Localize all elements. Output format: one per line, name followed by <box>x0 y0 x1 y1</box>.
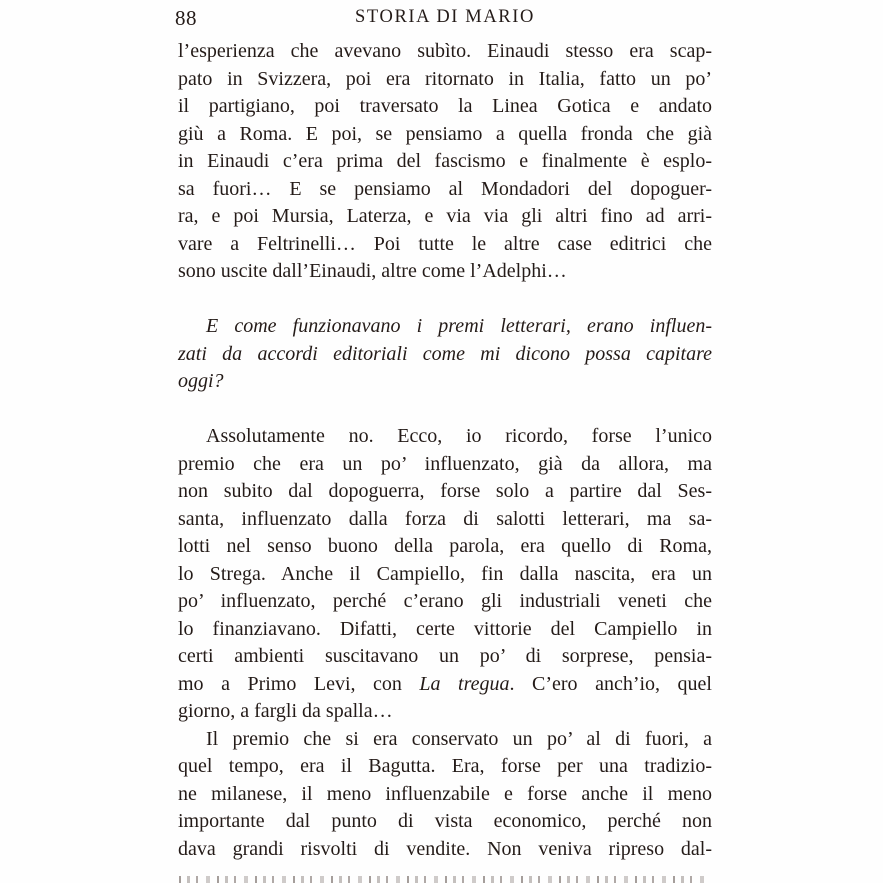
text-line <box>178 836 712 864</box>
text-line <box>178 478 712 506</box>
text-line <box>178 588 712 616</box>
text-segment: pato in Svizzera, poi era ritornato in Italia, fatto un po’ <box>178 67 712 90</box>
text-segment: E come funzionavano i premi letterari, erano influen- <box>206 315 712 337</box>
text-segment: lo Strega. Anche il Campiello, fin dalla nascita, era un <box>178 562 712 585</box>
text-line <box>178 506 712 534</box>
paragraph <box>178 726 712 864</box>
page-text <box>178 38 712 863</box>
paragraph <box>178 423 712 726</box>
text-line <box>178 671 712 699</box>
clipped-next-line <box>179 876 707 883</box>
text-line <box>178 423 712 451</box>
text-line <box>178 176 712 204</box>
text-line <box>178 121 712 149</box>
text-segment: il partigiano, poi traversato la Linea Gotica e andato <box>178 95 712 117</box>
text-line <box>178 753 712 781</box>
text-line <box>178 231 712 259</box>
text-segment: sa fuori… E se pensiamo al Mondadori del dopoguer- <box>178 177 712 200</box>
text-line <box>178 148 712 176</box>
text-segment: Assolutamente no. Ecco, io ricordo, forse l’unico <box>206 425 712 447</box>
page-number: 88 <box>175 6 197 30</box>
text-segment: in Einaudi c’era prima del fascismo e finalmente è esplo- <box>178 150 712 172</box>
text-segment: lotti nel senso buono della parola, era quello di Roma, <box>178 535 712 557</box>
text-segment: l’esperienza che avevano subìto. Einaudi stesso era scap- <box>178 40 712 62</box>
text-segment: santa, influenzato dalla forza di salotti letterari, ma sa- <box>178 507 712 530</box>
text-line <box>178 93 712 121</box>
text-line <box>178 561 712 589</box>
text-segment: Il premio che si era conservato un po’ al di fuori, a <box>206 727 712 750</box>
text-segment: importante dal punto di vista economico, perché non <box>178 810 712 832</box>
text-segment: giù a Roma. E poi, se pensiamo a quella fronda che già <box>178 122 712 145</box>
text-segment: premio che era un po’ influenzato, già da allora, ma <box>178 452 712 475</box>
text-segment: mo a Primo Levi, con <box>178 672 420 695</box>
text-segment: po’ influenzato, perché c’erano gli industriali veneti che <box>178 590 712 612</box>
page-header <box>175 6 712 32</box>
text-line <box>178 313 712 341</box>
text-segment: dava grandi risvolti di vendite. Non veniva ripreso dal- <box>178 837 712 860</box>
paragraph <box>178 313 712 396</box>
text-segment: certi ambienti suscitavano un po’ di sorprese, pensia- <box>178 645 712 667</box>
text-segment: ne milanese, il meno influenzabile e forse anche il meno <box>178 782 712 805</box>
text-line <box>178 726 712 754</box>
running-head: STORIA DI MARIO <box>355 7 535 27</box>
book-title-italic: La tregua <box>419 672 510 695</box>
text-line <box>178 533 712 561</box>
text-line <box>178 616 712 644</box>
text-segment: lo finanziavano. Difatti, certe vittorie del Campiello in <box>178 617 712 640</box>
text-segment: zati da accordi editoriali come mi dicono possa capitare <box>178 342 712 365</box>
text-segment: sono uscite dall’Einaudi, altre come l’Adelphi… <box>178 260 567 282</box>
text-line <box>178 66 712 94</box>
text-line <box>178 203 712 231</box>
text-segment: quel tempo, era il Bagutta. Era, forse per una tradizio- <box>178 755 712 777</box>
text-segment: . C’ero anch’io, quel <box>509 672 712 695</box>
text-line <box>178 258 712 286</box>
text-segment: vare a Feltrinelli… Poi tutte le altre case editrici che <box>178 232 712 255</box>
text-line <box>178 451 712 479</box>
text-segment: oggi? <box>178 370 224 392</box>
text-segment: non subito dal dopoguerra, forse solo a partire dal Ses- <box>178 480 712 502</box>
text-line <box>178 38 712 66</box>
text-segment: ra, e poi Mursia, Laterza, e via via gli altri fino ad arri- <box>178 205 712 227</box>
text-line <box>178 368 712 396</box>
text-line <box>178 808 712 836</box>
paragraph <box>178 38 712 286</box>
text-line <box>178 698 712 726</box>
text-line <box>178 781 712 809</box>
text-line <box>178 643 712 671</box>
text-segment: giorno, a fargli da spalla… <box>178 700 393 722</box>
text-line <box>178 341 712 369</box>
